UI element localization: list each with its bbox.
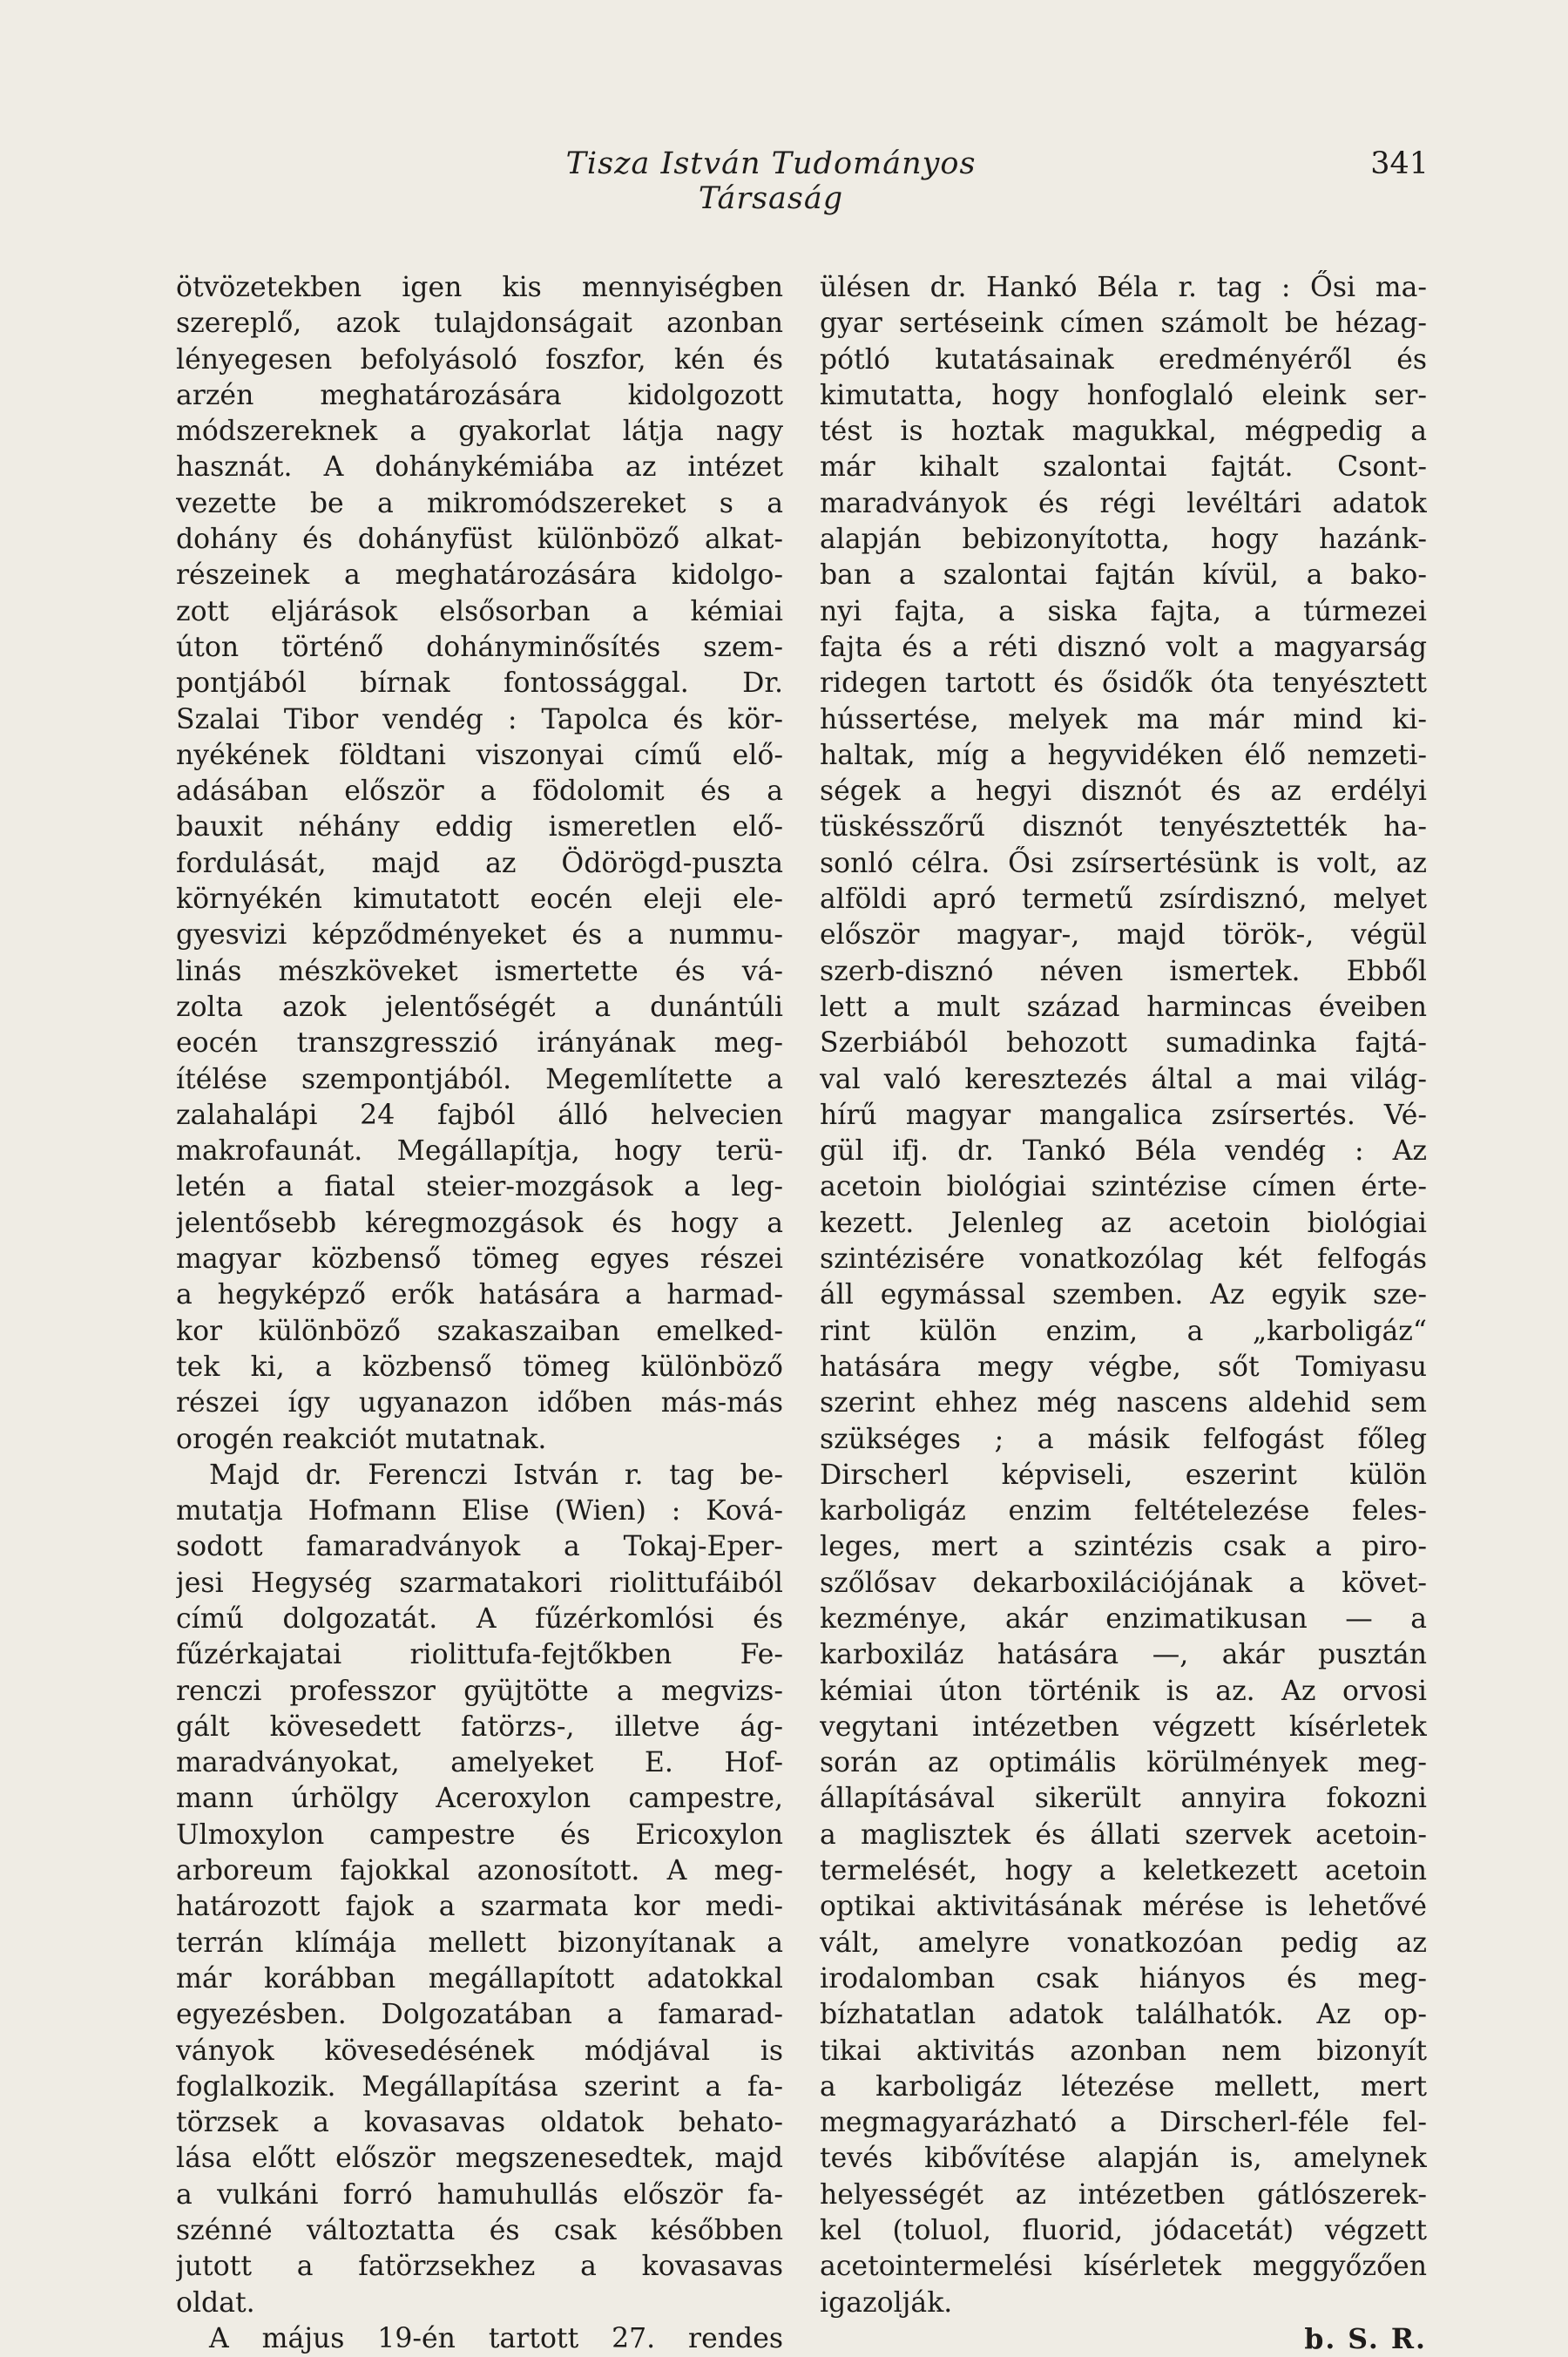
text-line: zolta azok jelentőségét a dunántúli — [176, 991, 783, 1023]
text-line: fűzérkajatai riolittufa-fejtőkben Fe- — [176, 1639, 783, 1671]
text-line: lényegesen befolyásoló foszfor, kén és — [176, 343, 783, 376]
text-line: kel (toluol, fluorid, jódacetát) végzett — [820, 2215, 1427, 2247]
text-line: részeinek a meghatározására kidolgo- — [176, 559, 783, 592]
text-line: maradványok és régi levéltári adatok — [820, 487, 1427, 519]
text-line: jesi Hegység szarmatakori riolittufáiból — [176, 1567, 783, 1599]
text-line: termelését, hogy a keletkezett acetoin — [820, 1855, 1427, 1887]
text-line: úton történő dohányminősítés szem- — [176, 631, 783, 663]
text-line: kémiai úton történik is az. Az orvosi — [820, 1675, 1427, 1707]
page-number: 341 — [1370, 146, 1429, 181]
text-line: acetoin biológiai szintézise címen érte- — [820, 1171, 1427, 1203]
text-line: környékén kimutatott eocén eleji ele- — [176, 884, 783, 916]
text-line: hússertése, melyek ma már mind ki- — [820, 703, 1427, 735]
text-line: pótló kutatásainak eredményéről és — [820, 343, 1427, 376]
text-line: foglalkozik. Megállapítása szerint a fa- — [176, 2070, 783, 2103]
text-line: című dolgozatát. A fűzérkomlósi és — [176, 1602, 783, 1635]
text-line: leges, mert a szintézis csak a piro- — [820, 1531, 1427, 1563]
text-line: megmagyarázható a Dirscherl-féle fel- — [820, 2107, 1427, 2139]
text-line: zalahalápi 24 fajból álló helvecien — [176, 1099, 783, 1131]
text-line: adásában először a födolomit és a — [176, 776, 783, 808]
text-line: rint külön enzim, a „karboligáz“ — [820, 1315, 1427, 1347]
text-line: zott eljárások elsősorban a kémiai — [176, 595, 783, 627]
text-line: acetointermelési kísérletek meggyőzően — [820, 2251, 1427, 2283]
text-line: ötvözetekben igen kis mennyiségben — [176, 272, 783, 303]
text-line: kor különböző szakaszaiban emelked- — [176, 1315, 783, 1347]
text-line: tek ki, a közbenső tömeg különböző — [176, 1351, 783, 1383]
text-line: szerint ehhez még nascens aldehid sem — [820, 1387, 1427, 1419]
text-line: igazolják. — [820, 2286, 953, 2319]
text-line: törzsek a kovasavas oldatok behato- — [176, 2107, 783, 2139]
right-text-column — [820, 270, 1427, 2357]
text-line: irodalomban csak hiányos és meg- — [820, 1962, 1427, 1995]
text-line: hírű magyar mangalica zsírsertés. Vé- — [820, 1099, 1427, 1131]
text-line: állapításával sikerült annyira fokozni — [820, 1783, 1427, 1815]
text-line: Ulmoxylon campestre és Ericoxylon — [176, 1819, 783, 1851]
text-line: Dirscherl képviseli, eszerint külön — [820, 1459, 1427, 1491]
text-line: kimutatta, hogy honfoglaló eleink ser- — [820, 379, 1427, 411]
text-line: linás mészköveket ismertette és vá- — [176, 955, 783, 987]
text-line: letén a fiatal steier-mozgások a leg- — [176, 1171, 783, 1203]
text-line: vált, amelyre vonatkozóan pedig az — [820, 1927, 1427, 1959]
text-line: ványok kövesedésének módjával is — [176, 2035, 783, 2067]
text-line: szereplő, azok tulajdonságait azonban — [176, 308, 783, 340]
text-line: oldat. — [176, 2286, 255, 2319]
text-line: sonló célra. Ősi zsírsertésünk is volt, az — [820, 847, 1427, 879]
text-line: részei így ugyanazon időben más-más — [176, 1387, 783, 1419]
text-line: bízhatatlan adatok találhatók. Az op- — [820, 1999, 1427, 2031]
text-line: tést is hoztak magukkal, mégpedig a — [820, 416, 1427, 448]
text-line: kezménye, akár enzimatikusan — a — [820, 1602, 1427, 1635]
text-line: fordulását, majd az Ödörögd-puszta — [176, 847, 783, 879]
text-line: jelentősebb kéregmozgások és hogy a — [176, 1207, 783, 1239]
text-line: mann úrhölgy Aceroxylon campestre, — [176, 1783, 783, 1815]
text-line: a vulkáni forró hamuhullás először fa- — [176, 2178, 783, 2211]
text-line: orogén reakciót mutatnak. — [176, 1423, 547, 1455]
text-line: mutatja Hofmann Elise (Wien) : Ková- — [176, 1495, 783, 1527]
text-line: ségek a hegyi disznót és az erdélyi — [820, 776, 1427, 808]
text-line: során az optimális körülmények meg- — [820, 1747, 1427, 1779]
text-line: a karboligáz létezése mellett, mert — [820, 2070, 1427, 2103]
text-line: már kihalt szalontai fajtát. Csont- — [820, 451, 1427, 484]
text-line: hatására megy végbe, sőt Tomiyasu — [820, 1351, 1427, 1383]
text-line: ítélése szempontjából. Megemlítette a — [176, 1063, 783, 1095]
text-line: gált kövesedett fatörzs-, illetve ág- — [176, 1710, 783, 1743]
text-line: hasznát. A dohánykémiába az intézet — [176, 451, 783, 484]
text-line: val való keresztezés által a mai világ- — [820, 1063, 1427, 1095]
text-line: szőlősav dekarboxilációjának a követ- — [820, 1567, 1427, 1599]
text-line: renczi professzor gyüjtötte a megvizs- — [176, 1675, 783, 1707]
text-line: lett a mult század harmincas éveiben — [820, 991, 1427, 1023]
text-line: Majd dr. Ferenczi István r. tag be- — [209, 1459, 783, 1491]
text-line: Szalai Tibor vendég : Tapolca és kör- — [176, 703, 783, 735]
text-line: haltak, míg a hegyvidéken élő nemzeti- — [820, 739, 1427, 771]
author-signature: b. S. R. — [1304, 2322, 1427, 2355]
text-line: ridegen tartott és ősidők óta tenyésztett — [820, 667, 1427, 700]
text-line: pontjából bírnak fontossággal. Dr. — [176, 667, 783, 700]
text-line: a hegyképző erők hatására a harmad- — [176, 1279, 783, 1311]
text-line: sodott famaradványok a Tokaj-Eper- — [176, 1531, 783, 1563]
text-line: a maglisztek és állati szervek acetoin- — [820, 1819, 1427, 1851]
text-line: ban a szalontai fajtán kívül, a bako- — [820, 559, 1427, 592]
text-line: szerb-disznó néven ismertek. Ebből — [820, 955, 1427, 987]
text-line: bauxit néhány eddig ismeretlen elő- — [176, 811, 783, 843]
text-line: magyar közbenső tömeg egyes részei — [176, 1243, 783, 1276]
text-line: eocén transzgresszió irányának meg- — [176, 1027, 783, 1060]
text-line: tüskésszőrű disznót tenyésztették ha- — [820, 811, 1427, 843]
text-line: először magyar-, majd török-, végül — [820, 919, 1427, 952]
text-line: arboreum fajokkal azonosított. A meg- — [176, 1855, 783, 1887]
text-line: gül ifj. dr. Tankó Béla vendég : Az — [820, 1135, 1427, 1168]
text-line: szintézisére vonatkozólag két felfogás — [820, 1243, 1427, 1276]
text-line: dohány és dohányfüst különböző alkat- — [176, 524, 783, 556]
text-line: makrofaunát. Megállapítja, hogy terü- — [176, 1135, 783, 1168]
text-line: kezett. Jelenleg az acetoin biológiai — [820, 1207, 1427, 1239]
text-line: helyességét az intézetben gátlószerek- — [820, 2178, 1427, 2211]
text-line: gyar sertéseink címen számolt be hézag- — [820, 308, 1427, 340]
text-line: vegytani intézetben végzett kísérletek — [820, 1710, 1427, 1743]
text-line: nyi fajta, a siska fajta, a túrmezei — [820, 595, 1427, 627]
running-header — [174, 146, 1429, 216]
text-line: arzén meghatározására kidolgozott — [176, 379, 783, 411]
text-line: vezette be a mikromódszereket s a — [176, 487, 783, 519]
text-line: tikai aktivitás azonban nem bizonyít — [820, 2035, 1427, 2067]
text-line: alföldi apró termetű zsírdisznó, melyet — [820, 884, 1427, 916]
text-line: terrán klímája mellett bizonyítanak a — [176, 1927, 783, 1959]
text-line: határozott fajok a szarmata kor medi- — [176, 1891, 783, 1923]
text-line: karboligáz enzim feltételezése feles- — [820, 1495, 1427, 1527]
text-line: lása előtt először megszenesedtek, majd — [176, 2143, 783, 2175]
text-line: már korábban megállapított adatokkal — [176, 1962, 783, 1995]
running-title: Tisza István Tudományos Társaság — [565, 146, 977, 216]
text-line: maradványokat, amelyeket E. Hof- — [176, 1747, 783, 1779]
text-line: jutott a fatörzsekhez a kovasavas — [176, 2251, 783, 2283]
text-line: nyékének földtani viszonyai című elő- — [176, 739, 783, 771]
text-line: Szerbiából behozott sumadinka fajtá- — [820, 1027, 1427, 1060]
text-line: optikai aktivitásának mérése is lehetővé — [820, 1891, 1427, 1923]
text-line: egyezésben. Dolgozatában a famarad- — [176, 1999, 783, 2031]
text-line: karboxiláz hatására —, akár pusztán — [820, 1639, 1427, 1671]
text-line: módszereknek a gyakorlat látja nagy — [176, 416, 783, 448]
text-line: ülésen dr. Hankó Béla r. tag : Ősi ma- — [820, 272, 1427, 303]
text-line: alapján bebizonyította, hogy hazánk- — [820, 524, 1427, 556]
text-line: fajta és a réti disznó volt a magyarság — [820, 631, 1427, 663]
text-line: áll egymással szemben. Az egyik sze- — [820, 1279, 1427, 1311]
left-text-column — [176, 270, 783, 2357]
text-line: tevés kibővítése alapján is, amelynek — [820, 2143, 1427, 2175]
text-line: gyesvizi képződményeket és a nummu- — [176, 919, 783, 952]
text-line: A május 19-én tartott 27. rendes — [209, 2322, 783, 2354]
text-line: szükséges ; a másik felfogást főleg — [820, 1423, 1427, 1455]
text-line: szénné változtatta és csak későbben — [176, 2215, 783, 2247]
